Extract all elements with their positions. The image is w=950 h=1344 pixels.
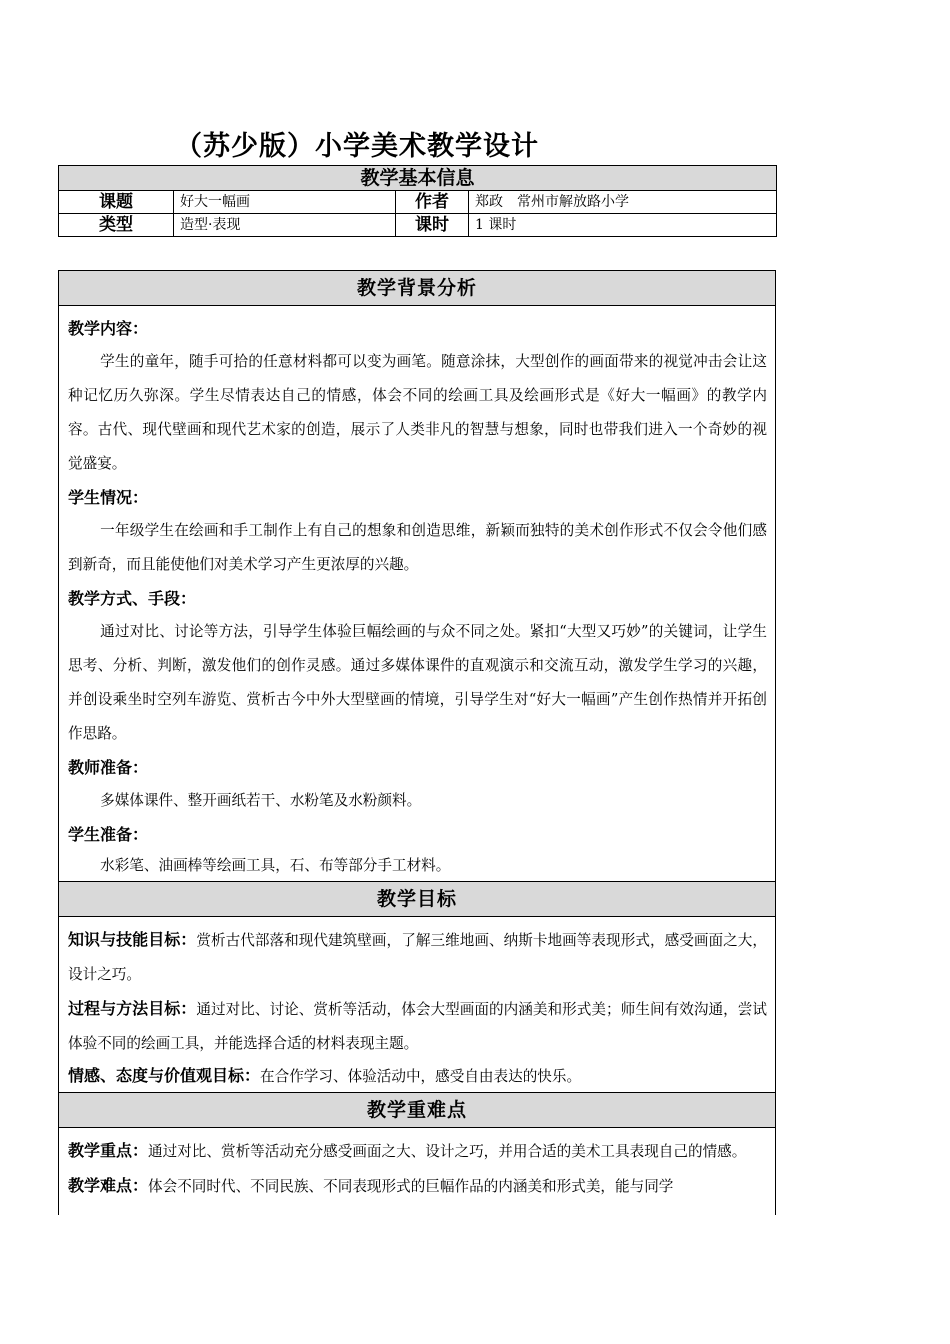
knowledge-goal bbox=[68, 923, 767, 992]
content-text: 学生的童年，随手可拾的任意材料都可以变为画笔。随意涂抹，大型创作的画面带来的视觉冲击会让这种记忆历久弥深。学生尽情表达自己的情感，体会不同的绘画工具及绘画形式是《好大一幅画》的教学内容。古代、现代壁画和现代艺术家的创造，展示了人类非凡的智慧与想象，同时也带我们进入一个奇妙的视觉盛宴。 bbox=[68, 353, 767, 472]
key-text: 通过对比、赏析等活动充分感受画面之大、设计之巧，并用合适的美术工具表现自己的情感。 bbox=[148, 1143, 747, 1160]
topic-label: 课题 bbox=[59, 191, 174, 214]
students-label: 学生情况： bbox=[68, 488, 149, 507]
hours-label: 课时 bbox=[396, 214, 469, 237]
author-value: 郑政 常州市解放路小学 bbox=[469, 191, 777, 214]
difficult-text: 体会不同时代、不同民族、不同表现形式的巨幅作品的内涵美和形式美，能与同学 bbox=[148, 1178, 674, 1195]
difficult-point bbox=[68, 1169, 767, 1204]
emotion-label: 情感、态度与价值观目标： bbox=[68, 1066, 261, 1085]
teacher-prep-text: 多媒体课件、整开画纸若干、水粉笔及水粉颜料。 bbox=[100, 792, 422, 809]
hours-value: 1 课时 bbox=[469, 214, 777, 237]
lesson-plan-box bbox=[58, 270, 776, 1215]
type-label: 类型 bbox=[59, 214, 174, 237]
knowledge-label: 知识与技能目标： bbox=[68, 930, 197, 949]
student-prep-label: 学生准备： bbox=[68, 825, 149, 844]
goals-section bbox=[59, 917, 775, 1092]
difficult-label: 教学难点： bbox=[68, 1176, 149, 1195]
methods-text: 通过对比、讨论等方法，引导学生体验巨幅绘画的与众不同之处。紧扣“大型又巧妙”的关键词，让学生思考、分析、判断，激发他们的创作灵感。通过多媒体课件的直观演示和交流互动，激发学生学习的兴趣，并创设乘坐时空列车游览、赏析古今中外大型壁画的情境，引导学生对“好大一幅画”产生创作热情并开拓创作思路。 bbox=[68, 623, 767, 742]
student-prep-text: 水彩笔、油画棒等绘画工具，石、布等部分手工材料。 bbox=[100, 857, 451, 874]
students-text: 一年级学生在绘画和手工制作上有自己的想象和创造思维，新颖而独特的美术创作形式不仅会令他们感到新奇，而且能使他们对美术学习产生更浓厚的兴趣。 bbox=[68, 522, 767, 573]
basic-info-table bbox=[58, 165, 777, 237]
type-value: 造型·表现 bbox=[174, 214, 396, 237]
background-section bbox=[59, 306, 775, 881]
teacher-prep-label: 教师准备： bbox=[68, 758, 149, 777]
keypoints-header: 教学重难点 bbox=[59, 1092, 775, 1128]
key-point bbox=[68, 1134, 767, 1169]
process-text: 通过对比、讨论、赏析等活动，体会大型画面的内涵美和形式美；师生间有效沟通，尝试体验不同的绘画工具，并能选择合适的材料表现主题。 bbox=[68, 1001, 767, 1052]
emotion-goal bbox=[68, 1061, 767, 1092]
keypoints-section bbox=[59, 1128, 775, 1204]
content-label: 教学内容： bbox=[68, 319, 149, 338]
process-goal bbox=[68, 992, 767, 1061]
knowledge-text: 赏析古代部落和现代建筑壁画，了解三维地画、纳斯卡地画等表现形式，感受画面之大，设计之巧。 bbox=[68, 932, 767, 983]
key-label: 教学重点： bbox=[68, 1141, 149, 1160]
basic-info-header: 教学基本信息 bbox=[59, 166, 777, 191]
background-header: 教学背景分析 bbox=[59, 271, 775, 306]
topic-value: 好大一幅画 bbox=[174, 191, 396, 214]
author-label: 作者 bbox=[396, 191, 469, 214]
document-title: （苏少版）小学美术教学设计 bbox=[175, 131, 539, 162]
methods-label: 教学方式、手段： bbox=[68, 589, 197, 608]
process-label: 过程与方法目标： bbox=[68, 999, 197, 1018]
goals-header: 教学目标 bbox=[59, 881, 775, 917]
emotion-text: 在合作学习、体验活动中，感受自由表达的快乐。 bbox=[260, 1068, 582, 1085]
